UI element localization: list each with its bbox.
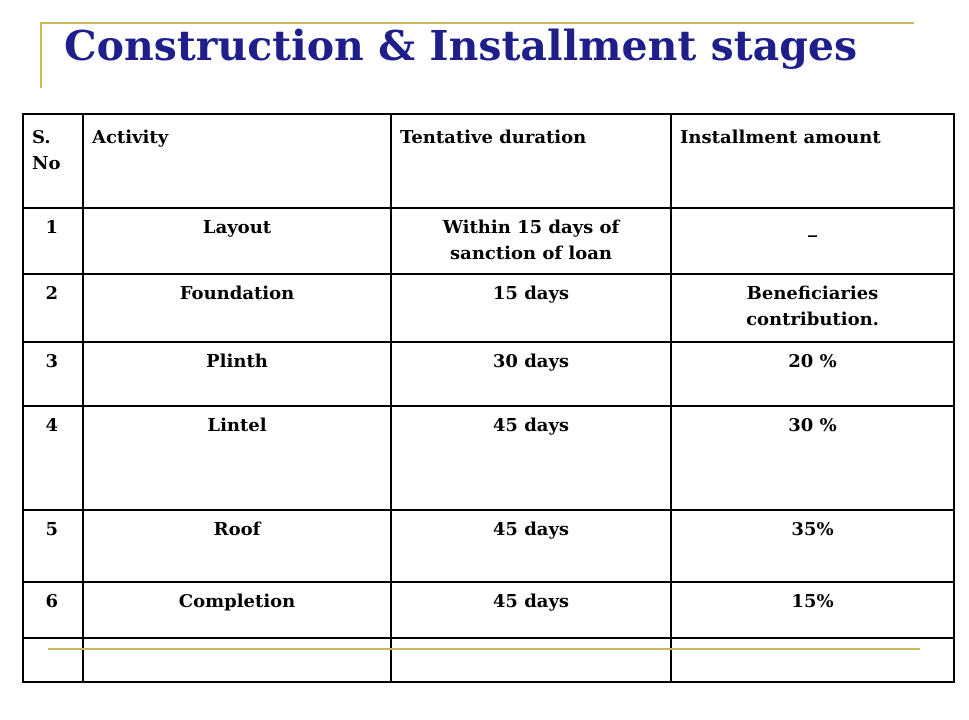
table-row-empty <box>23 638 954 682</box>
cell-activity: Roof <box>83 510 391 582</box>
cell-duration: 15 days <box>391 274 671 342</box>
cell-sno: 2 <box>23 274 83 342</box>
header-sno: S. No <box>23 114 83 208</box>
table-header-row <box>23 114 954 208</box>
slide-title: Construction & Installment stages <box>64 22 858 70</box>
cell-sno: 1 <box>23 208 83 274</box>
cell-duration: 45 days <box>391 510 671 582</box>
cell-activity: Plinth <box>83 342 391 406</box>
empty-cell <box>671 638 954 682</box>
cell-sno: 6 <box>23 582 83 638</box>
cell-activity: Layout <box>83 208 391 274</box>
table-row <box>23 406 954 510</box>
empty-cell <box>391 638 671 682</box>
installment-table <box>22 113 955 683</box>
header-amount: Installment amount <box>671 114 954 208</box>
cell-amount: 30 % <box>671 406 954 510</box>
cell-amount: 20 % <box>671 342 954 406</box>
cell-sno: 4 <box>23 406 83 510</box>
cell-amount: 35% <box>671 510 954 582</box>
cell-amount: _ <box>671 208 954 274</box>
cell-duration: 30 days <box>391 342 671 406</box>
cell-activity: Lintel <box>83 406 391 510</box>
cell-amount: 15% <box>671 582 954 638</box>
table-row <box>23 208 954 274</box>
empty-cell <box>83 638 391 682</box>
title-rule-left <box>40 22 42 88</box>
cell-amount: Beneficiaries contribution. <box>671 274 954 342</box>
table-row <box>23 342 954 406</box>
cell-sno: 5 <box>23 510 83 582</box>
table-row <box>23 582 954 638</box>
cell-duration: 45 days <box>391 406 671 510</box>
header-activity: Activity <box>83 114 391 208</box>
cell-activity: Foundation <box>83 274 391 342</box>
cell-sno: 3 <box>23 342 83 406</box>
cell-activity: Completion <box>83 582 391 638</box>
header-duration: Tentative duration <box>391 114 671 208</box>
cell-duration: 45 days <box>391 582 671 638</box>
empty-cell <box>23 638 83 682</box>
cell-duration: Within 15 days of sanction of loan <box>391 208 671 274</box>
table-row <box>23 274 954 342</box>
footer-rule <box>48 648 920 650</box>
table-row <box>23 510 954 582</box>
